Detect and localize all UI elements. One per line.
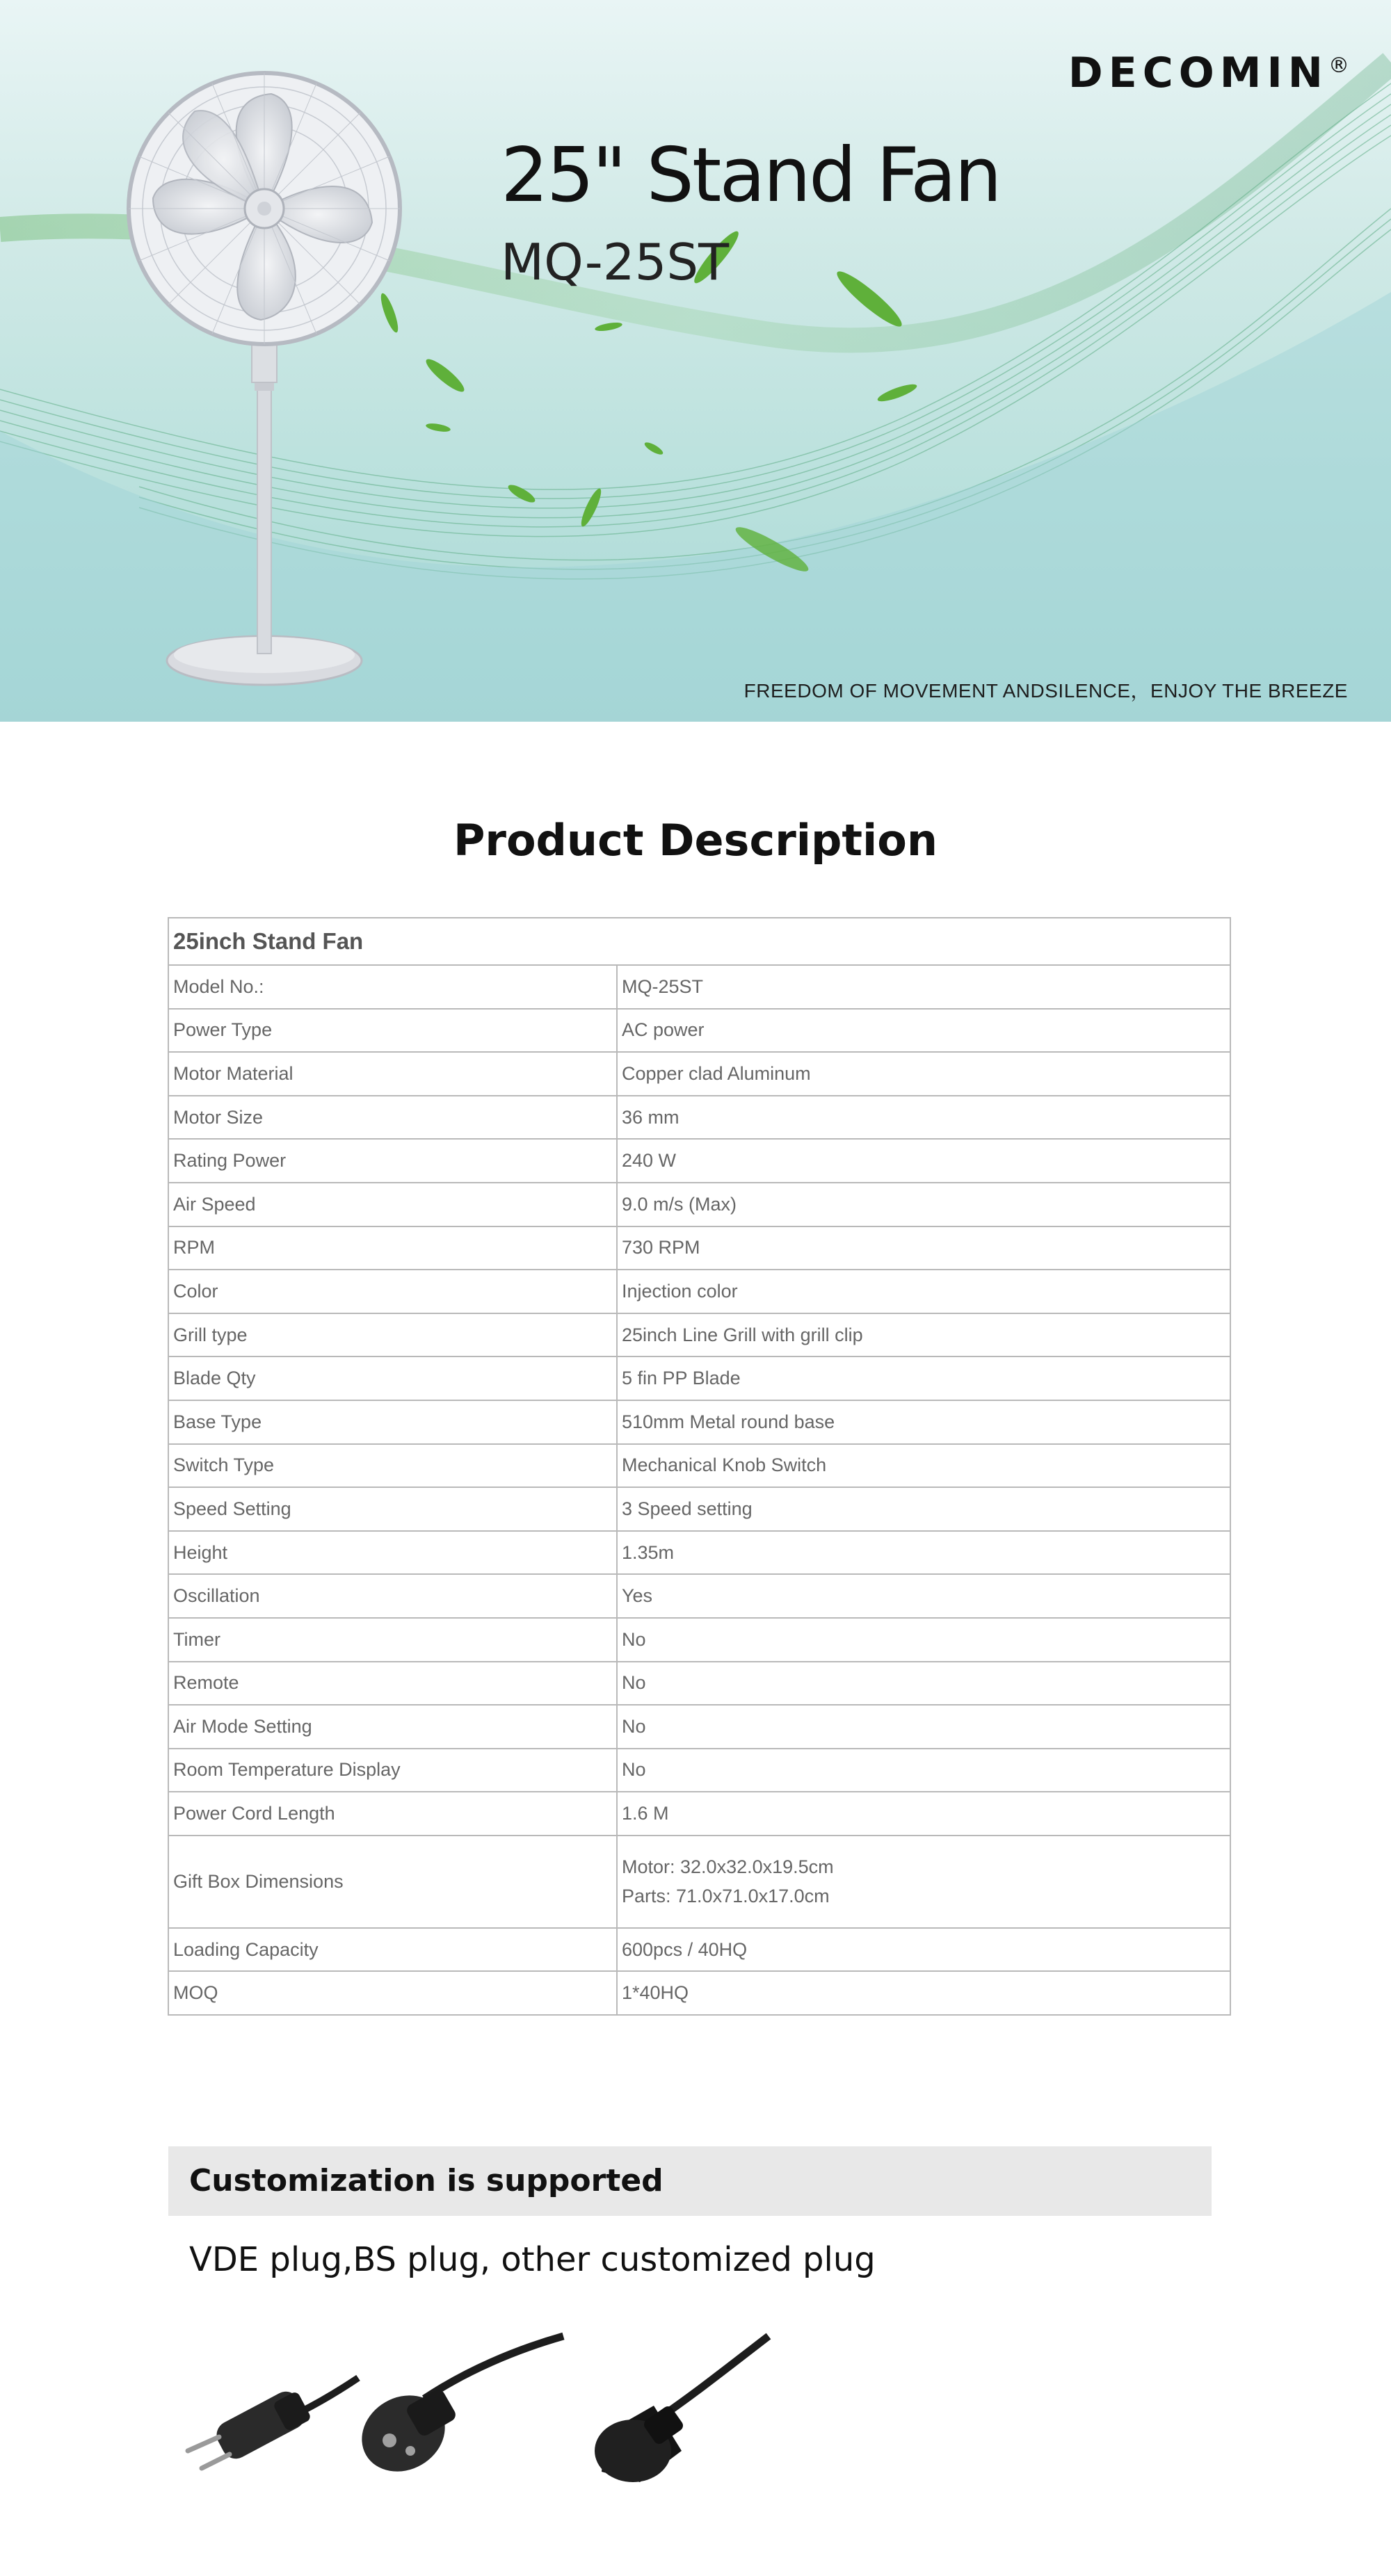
spec-value: 240 W [617,1139,1230,1183]
table-row [168,1662,1230,1706]
table-row [168,1749,1230,1792]
spec-value: 1.6 M [617,1792,1230,1836]
spec-value: 730 RPM [617,1226,1230,1270]
spec-value: Mechanical Knob Switch [617,1444,1230,1488]
hero-banner [0,0,1391,722]
spec-value: 5 fin PP Blade [617,1356,1230,1400]
spec-value: 9.0 m/s (Max) [617,1183,1230,1226]
table-row [168,1574,1230,1618]
spec-label: Air Speed [168,1183,617,1226]
table-row [168,1096,1230,1140]
spec-label: Remote [168,1662,617,1706]
table-row [168,1183,1230,1226]
spec-label: Model No.: [168,965,617,1009]
table-row [168,1400,1230,1444]
spec-label: Rating Power [168,1139,617,1183]
spec-label: Switch Type [168,1444,617,1488]
spec-value: 1*40HQ [617,1971,1230,2015]
table-row [168,1487,1230,1531]
spec-label: Base Type [168,1400,617,1444]
spec-label: Timer [168,1618,617,1662]
customization-heading: Customization is supported [189,2163,664,2198]
uk-plug-icon [595,2336,769,2482]
table-header-row [168,918,1230,965]
spec-label: Motor Size [168,1096,617,1140]
spec-label: Loading Capacity [168,1928,617,1972]
table-row [168,1052,1230,1096]
hero-tagline: FREEDOM OF MOVEMENT ANDSILENCE，ENJOY THE BREEZE [743,680,1348,702]
table-row [168,1139,1230,1183]
spec-value: 3 Speed setting [617,1487,1230,1531]
spec-label: Height [168,1531,617,1575]
spec-value: Yes [617,1574,1230,1618]
spec-value: Copper clad Aluminum [617,1052,1230,1096]
spec-value: 600pcs / 40HQ [617,1928,1230,1972]
spec-value: AC power [617,1009,1230,1053]
spec-label: Power Cord Length [168,1792,617,1836]
two-pin-plug-icon [188,2378,358,2468]
table-title: 25inch Stand Fan [168,918,1230,965]
table-row [168,1444,1230,1488]
table-row [168,1971,1230,2015]
gift-box-line1: Motor: 32.0x32.0x19.5cm [622,1856,834,1878]
spec-label: RPM [168,1226,617,1270]
brand-logo: DECOMIN® [1068,49,1349,97]
table-row [168,1313,1230,1357]
hero-model: MQ-25ST [501,233,730,291]
table-row [168,1009,1230,1053]
spec-value: Injection color [617,1270,1230,1313]
spec-value: MQ-25ST [617,965,1230,1009]
plug-types-text: VDE plug,BS plug, other customized plug [189,2240,876,2279]
spec-label: Room Temperature Display [168,1749,617,1792]
spec-value: No [617,1705,1230,1749]
spec-label: Oscillation [168,1574,617,1618]
gift-box-line2: Parts: 71.0x71.0x17.0cm [622,1886,830,1907]
spec-label: Power Type [168,1009,617,1053]
schuko-plug-icon [348,2336,563,2486]
spec-label: Blade Qty [168,1356,617,1400]
customization-bar [168,2146,1212,2216]
plug-images [174,2329,800,2510]
spec-value: 1.35m [617,1531,1230,1575]
spec-label: Gift Box Dimensions [168,1836,617,1928]
table-row [168,1226,1230,1270]
table-row [168,1705,1230,1749]
hero-title: 25" Stand Fan [501,132,1000,219]
table-row [168,1792,1230,1836]
spec-value: 510mm Metal round base [617,1400,1230,1444]
table-row [168,1618,1230,1662]
spec-label: Color [168,1270,617,1313]
table-row [168,1270,1230,1313]
table-row [168,1356,1230,1400]
spec-label: Motor Material [168,1052,617,1096]
spec-label: Grill type [168,1313,617,1357]
spec-value: 36 mm [617,1096,1230,1140]
spec-label: Speed Setting [168,1487,617,1531]
spec-value [617,1836,1230,1928]
spec-value: No [617,1749,1230,1792]
table-row [168,965,1230,1009]
spec-label: MOQ [168,1971,617,2015]
spec-value: 25inch Line Grill with grill clip [617,1313,1230,1357]
table-row [168,1928,1230,1972]
stand-fan-image [104,56,410,695]
table-row [168,1531,1230,1575]
spec-table [168,917,1231,2016]
section-title: Product Description [453,815,938,866]
table-row [168,1836,1230,1928]
spec-value: No [617,1618,1230,1662]
spec-value: No [617,1662,1230,1706]
spec-label: Air Mode Setting [168,1705,617,1749]
